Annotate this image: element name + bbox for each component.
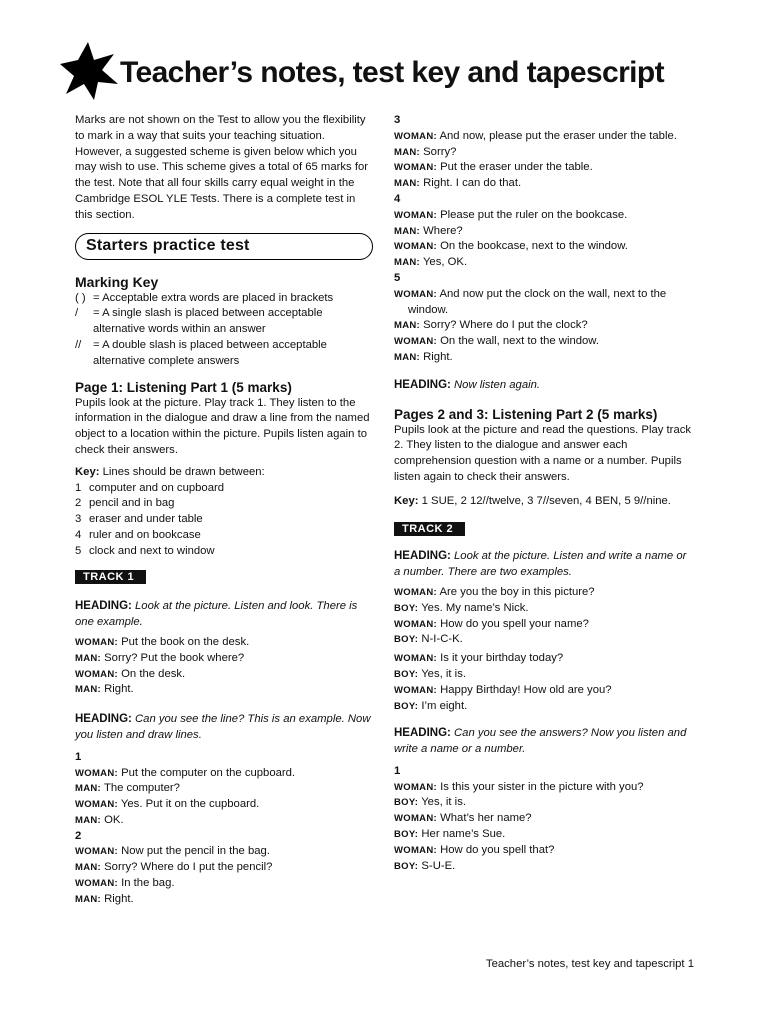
key-item-number: 3 bbox=[75, 513, 82, 526]
dialogue-line bbox=[394, 239, 694, 255]
dialogue-line bbox=[75, 844, 375, 860]
dialogue-line bbox=[394, 255, 694, 271]
dialogue-text: OK. bbox=[104, 813, 124, 826]
key-item-text: computer and on cupboard bbox=[89, 481, 225, 494]
dialogue-line bbox=[394, 350, 694, 366]
speaker-label: BOY: bbox=[394, 634, 419, 646]
dialogue-text: Sorry? Put the book where? bbox=[104, 651, 245, 664]
dialogue-line bbox=[394, 780, 694, 796]
speaker-label: WOMAN: bbox=[394, 618, 437, 630]
dialogue-line bbox=[75, 682, 375, 698]
marking-key-symbol: // bbox=[75, 338, 82, 351]
speaker-label: WOMAN: bbox=[75, 767, 118, 779]
dialogue-text: Is it your birthday today? bbox=[440, 652, 564, 665]
part-number: 3 bbox=[394, 114, 401, 126]
dialogue-line bbox=[394, 145, 694, 161]
dialogue-line bbox=[75, 651, 375, 667]
speaker-label: WOMAN: bbox=[75, 799, 118, 811]
page23-key bbox=[394, 494, 694, 510]
dialogue-text: Right. bbox=[423, 350, 453, 363]
dialogue-text: And now put the clock on the wall, next to the window. bbox=[408, 287, 667, 316]
dialogue-text: How do you spell your name? bbox=[440, 617, 589, 630]
dialogue-text: The computer? bbox=[103, 782, 180, 795]
key-item bbox=[75, 544, 375, 560]
speaker-label: BOY: bbox=[394, 668, 419, 680]
marking-key-symbol: ( ) bbox=[75, 291, 86, 304]
key-text: 1 SUE, 2 12//twelve, 3 7//seven, 4 BEN, 5 9//nine. bbox=[421, 494, 671, 507]
page-title: Teacher’s notes, test key and tapescript bbox=[120, 56, 664, 89]
dialogue-text: In the bag. bbox=[121, 877, 175, 890]
key-item-text: pencil and in bag bbox=[89, 497, 175, 510]
dialogue-line bbox=[394, 667, 694, 683]
key-label: Key: bbox=[394, 494, 419, 507]
dialogue-line bbox=[75, 797, 375, 813]
marking-key-text: = A single slash is placed between acceptable alternative words within an answer bbox=[93, 307, 323, 336]
speaker-label: BOY: bbox=[394, 602, 419, 614]
dialogue-line bbox=[75, 667, 375, 683]
speaker-label: MAN: bbox=[75, 783, 101, 795]
star-icon bbox=[58, 40, 120, 102]
track1-badge-wrap bbox=[75, 570, 375, 586]
track2-badge: TRACK 2 bbox=[394, 522, 465, 536]
dialogue-text: Now put the pencil in the bag. bbox=[121, 845, 270, 858]
dialogue-line bbox=[394, 318, 694, 334]
track1-example bbox=[75, 635, 375, 698]
heading-text: Can you see the answers? Now you listen and write a name or a number. bbox=[394, 727, 687, 756]
dialogue-text: Yes. My name’s Nick. bbox=[421, 601, 529, 614]
dialogue-text: And now, please put the eraser under the table. bbox=[439, 129, 677, 142]
dialogue-line bbox=[394, 208, 694, 224]
dialogue-text: Yes, it is. bbox=[421, 667, 466, 680]
track1-heading3 bbox=[394, 378, 694, 394]
key-item-number: 5 bbox=[75, 544, 82, 557]
dialogue-line bbox=[394, 795, 694, 811]
track1-part2 bbox=[75, 844, 375, 907]
speaker-label: BOY: bbox=[394, 829, 419, 841]
heading-label: HEADING: bbox=[394, 550, 451, 563]
marking-key-text: = Acceptable extra words are placed in brackets bbox=[93, 291, 334, 304]
dialogue-text: Sorry? Where do I put the clock? bbox=[423, 319, 588, 332]
dialogue-text: Is this your sister in the picture with you? bbox=[440, 780, 644, 793]
key-item bbox=[75, 512, 375, 528]
part-number: 5 bbox=[394, 271, 401, 284]
intro-paragraph: Marks are not shown on the Test to allow you the flexibility to mark in a way that suits your teaching situation. However, a suggested scheme is given below which you may wish to use. This scheme gives a total of 65 marks for the test. Note that all four skills carry equal weight in the Cambridge ESOL YLE Tests. There is a complete test in this section. bbox=[75, 114, 369, 221]
speaker-label: MAN: bbox=[394, 146, 420, 158]
dialogue-text: Happy Birthday! How old are you? bbox=[440, 683, 612, 696]
heading-label: HEADING: bbox=[394, 378, 451, 391]
dialogue-text: What’s her name? bbox=[440, 812, 532, 825]
page-footer: Teacher’s notes, test key and tapescript 1 bbox=[485, 958, 694, 970]
speaker-label: MAN: bbox=[75, 652, 101, 664]
speaker-label: WOMAN: bbox=[394, 813, 437, 825]
key-item-text: clock and next to window bbox=[89, 544, 215, 557]
speaker-label: WOMAN: bbox=[75, 668, 118, 680]
speaker-label: WOMAN: bbox=[394, 653, 437, 665]
key-item-number: 4 bbox=[75, 528, 82, 541]
track2-example2 bbox=[394, 651, 694, 714]
track1-badge: TRACK 1 bbox=[75, 570, 146, 584]
track2-example1 bbox=[394, 585, 694, 648]
track1-part3 bbox=[394, 129, 694, 192]
dialogue-line bbox=[394, 334, 694, 350]
dialogue-text: I’m eight. bbox=[421, 699, 468, 712]
dialogue-text: Sorry? bbox=[423, 145, 457, 158]
speaker-label: WOMAN: bbox=[394, 209, 437, 221]
dialogue-line bbox=[75, 876, 375, 892]
track1-heading2 bbox=[75, 712, 375, 744]
page1-key bbox=[75, 465, 375, 481]
dialogue-text: Yes, it is. bbox=[421, 796, 466, 809]
speaker-label: WOMAN: bbox=[394, 241, 437, 253]
dialogue-line bbox=[75, 892, 375, 908]
speaker-label: WOMAN: bbox=[394, 844, 437, 856]
speaker-label: MAN: bbox=[394, 320, 420, 332]
dialogue-line bbox=[394, 617, 694, 633]
key-item-number: 2 bbox=[75, 497, 82, 510]
heading-label: HEADING: bbox=[394, 727, 451, 740]
heading-label: HEADING: bbox=[75, 600, 132, 613]
dialogue-text: Right. bbox=[104, 892, 134, 905]
dialogue-line bbox=[394, 176, 694, 192]
dialogue-line bbox=[75, 635, 375, 651]
dialogue-line bbox=[394, 827, 694, 843]
dialogue-line bbox=[75, 860, 375, 876]
dialogue-text: Her name’s Sue. bbox=[421, 828, 506, 841]
dialogue-text: Please put the ruler on the bookcase. bbox=[440, 208, 628, 221]
marking-key-symbol: / bbox=[75, 307, 79, 320]
part-number: 1 bbox=[75, 750, 82, 763]
dialogue-text: Yes. Put it on the cupboard. bbox=[120, 798, 260, 811]
track2-badge-wrap bbox=[394, 522, 694, 538]
dialogue-line bbox=[394, 811, 694, 827]
speaker-label: MAN: bbox=[394, 178, 420, 190]
speaker-label: WOMAN: bbox=[75, 846, 118, 858]
speaker-label: WOMAN: bbox=[394, 288, 437, 300]
key-item bbox=[75, 528, 375, 544]
speaker-label: WOMAN: bbox=[394, 684, 437, 696]
speaker-label: MAN: bbox=[394, 351, 420, 363]
speaker-label: BOY: bbox=[394, 700, 419, 712]
track2-part1 bbox=[394, 780, 694, 875]
speaker-label: MAN: bbox=[75, 893, 101, 905]
marking-key-heading: Marking Key bbox=[75, 273, 159, 290]
heading-text: Look at the picture. Listen and write a name or a number. There are two examples. bbox=[394, 550, 687, 579]
marking-key-list bbox=[75, 291, 375, 370]
speaker-label: WOMAN: bbox=[394, 130, 437, 142]
track2-heading1 bbox=[394, 549, 694, 581]
speaker-label: MAN: bbox=[394, 225, 420, 237]
speaker-label: WOMAN: bbox=[394, 781, 437, 793]
track1-part4 bbox=[394, 208, 694, 271]
dialogue-text: S-U-E. bbox=[421, 859, 456, 872]
speaker-label: WOMAN: bbox=[394, 162, 437, 174]
dialogue-text: On the desk. bbox=[121, 667, 186, 680]
speaker-label: MAN: bbox=[75, 814, 101, 826]
speaker-label: BOY: bbox=[394, 860, 419, 872]
dialogue-line bbox=[394, 601, 694, 617]
dialogue-text: Put the book on the desk. bbox=[121, 635, 250, 648]
key-label: Key: bbox=[75, 465, 100, 478]
dialogue-line bbox=[394, 129, 694, 145]
dialogue-text: Put the eraser under the table. bbox=[440, 161, 593, 174]
page1-heading: Page 1: Listening Part 1 (5 marks) bbox=[75, 379, 292, 395]
speaker-label: WOMAN: bbox=[394, 586, 437, 598]
left-column bbox=[75, 113, 375, 908]
right-column bbox=[394, 113, 694, 874]
speaker-label: MAN: bbox=[75, 862, 101, 874]
dialogue-line bbox=[394, 683, 694, 699]
key-item-text: ruler and on bookcase bbox=[89, 528, 201, 541]
dialogue-line bbox=[394, 160, 694, 176]
dialogue-line bbox=[394, 585, 694, 601]
track1-part5 bbox=[394, 287, 694, 366]
dialogue-text: N-I-C-K. bbox=[421, 633, 463, 646]
dialogue-line bbox=[394, 699, 694, 715]
marking-key-item bbox=[75, 306, 375, 338]
section-pill: Starters practice test bbox=[75, 233, 373, 260]
key-item bbox=[75, 496, 375, 512]
key-item-number: 1 bbox=[75, 481, 82, 494]
dialogue-text: On the wall, next to the window. bbox=[440, 335, 599, 348]
dialogue-line bbox=[394, 287, 694, 319]
key-intro: Lines should be drawn between: bbox=[102, 465, 265, 478]
dialogue-line bbox=[394, 651, 694, 667]
dialogue-line bbox=[394, 224, 694, 240]
dialogue-text: Are you the boy in this picture? bbox=[439, 585, 595, 598]
dialogue-line bbox=[394, 632, 694, 648]
dialogue-text: Right. I can do that. bbox=[423, 177, 522, 190]
dialogue-line bbox=[394, 859, 694, 875]
part-number: 1 bbox=[394, 764, 401, 777]
speaker-label: WOMAN: bbox=[75, 636, 118, 648]
track1-heading1 bbox=[75, 599, 375, 631]
marking-key-text: = A double slash is placed between acceptable alternative complete answers bbox=[93, 338, 327, 367]
page23-desc: Pupils look at the picture and read the questions. Play track 2. They listen to the dialogue and answer each comprehension question with a name or a number. Pupils listen again to check their answers. bbox=[394, 423, 692, 483]
heading-text: Can you see the line? This is an example. Now you listen and draw lines. bbox=[75, 713, 371, 741]
dialogue-line bbox=[75, 813, 375, 829]
dialogue-text: Yes, OK. bbox=[422, 256, 468, 269]
key-item-text: eraser and under table bbox=[89, 513, 203, 526]
heading-text: Look at the picture. Listen and look. There is one example. bbox=[75, 600, 358, 629]
dialogue-text: Where? bbox=[423, 224, 463, 237]
track1-part1 bbox=[75, 766, 375, 829]
dialogue-text: Sorry? Where do I put the pencil? bbox=[104, 861, 273, 874]
speaker-label: MAN: bbox=[394, 257, 420, 269]
dialogue-text: How do you spell that? bbox=[440, 843, 555, 856]
dialogue-line bbox=[394, 843, 694, 859]
dialogue-text: Right. bbox=[104, 683, 134, 696]
marking-key-item bbox=[75, 338, 375, 370]
dialogue-line bbox=[75, 766, 375, 782]
speaker-label: MAN: bbox=[75, 684, 101, 696]
track2-heading2 bbox=[394, 726, 694, 758]
heading-text: Now listen again. bbox=[454, 378, 541, 391]
page1-desc: Pupils look at the picture. Play track 1. They listen to the information in the dialogue and draw a line from the named object to a location within the picture. Pupils listen again to check their answers. bbox=[75, 396, 370, 456]
speaker-label: WOMAN: bbox=[75, 878, 118, 890]
dialogue-text: Put the computer on the cupboard. bbox=[121, 766, 296, 779]
heading-label: HEADING: bbox=[75, 713, 132, 726]
key-item bbox=[75, 481, 375, 497]
dialogue-text: On the bookcase, next to the window. bbox=[440, 240, 628, 253]
dialogue-line bbox=[75, 781, 375, 797]
page23-heading: Pages 2 and 3: Listening Part 2 (5 marks) bbox=[394, 406, 658, 422]
marking-key-item bbox=[75, 291, 375, 307]
part-number: 4 bbox=[394, 192, 401, 205]
speaker-label: WOMAN: bbox=[394, 336, 437, 348]
part-number: 2 bbox=[75, 829, 82, 842]
speaker-label: BOY: bbox=[394, 797, 419, 809]
page1-key-list bbox=[75, 481, 375, 560]
